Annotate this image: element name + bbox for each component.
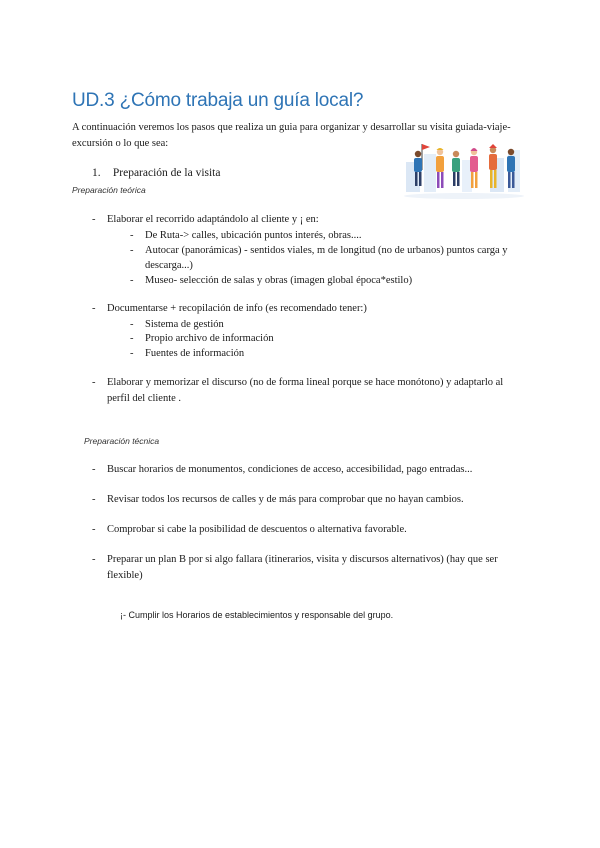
section-title: Preparación de la visita bbox=[112, 167, 221, 179]
dash-marker: - bbox=[130, 245, 134, 256]
subheading-teorica: Preparación teórica bbox=[72, 185, 146, 195]
tour-guide-group-illustration bbox=[398, 140, 528, 202]
intro-paragraph: A continuación veremos los pasos que realiza un guia para organizar y desarrollar su visita guiada-viaje-excursión o lo que sea: bbox=[72, 122, 511, 149]
dash-marker: - bbox=[130, 275, 134, 286]
dash-marker: - bbox=[92, 524, 96, 535]
dash-marker: - bbox=[92, 494, 96, 505]
dash-marker: - bbox=[92, 303, 96, 314]
dash-marker: - bbox=[92, 214, 96, 225]
dash-marker: - bbox=[130, 348, 134, 359]
dash-marker: - bbox=[92, 377, 96, 388]
page-title: UD.3 ¿Cómo trabaja un guía local? bbox=[72, 90, 364, 111]
section-number: 1. bbox=[92, 167, 101, 179]
footnote: ¡- Cumplir los Horarios de establecimientos y responsable del grupo. bbox=[120, 610, 394, 620]
dash-marker: - bbox=[92, 464, 96, 475]
dash-marker: - bbox=[130, 319, 134, 330]
dash-marker: - bbox=[92, 554, 96, 565]
document-page: UD.3 ¿Cómo trabaja un guía local? A continuación veremos los pasos que realiza un guia para organizar y desarrollar su visita guiada-viaje-excursión o lo que sea: 1. Preparación de la visita Preparación teórica - Elaborar el recorrido adaptándolo al cliente y ¡ en: - De Ruta-> calles, ubicación puntos interés, obras.... - Autocar (panorámicas) - sentidos viales, m de longitud (no de urbanos) puntos carga y descarga...) - Museo- selección de salas y obras (imagen global época*estilo) - Documentarse + recopilación de info (es recomendado tener:) - Sistema de gestión - Propio archivo de información - Fuentes de información - Elaborar y memorizar el discurso (no de forma lineal porque se hace monótono) y adaptarlo al perfil del cliente . Preparación técnica - Buscar horarios de monumentos, condiciones de acceso, accesibilidad, pago entradas... - Revisar todos los recursos de calles y de más para comprobar que no hayan cambios. - Comprobar si cabe la posibilidad de descuentos o alternativa favorable. - Preparar un plan B por si algo fallara (itinerarios, visita y discursos alternativos) (hay que ser flexible) ¡- Cumplir los Horarios de establecimientos y responsable del grupo. bbox=[0, 0, 600, 848]
subheading-tecnica: Preparación técnica bbox=[84, 436, 160, 446]
dash-marker: - bbox=[130, 333, 134, 344]
dash-marker: - bbox=[130, 230, 134, 241]
section-heading bbox=[92, 167, 221, 179]
